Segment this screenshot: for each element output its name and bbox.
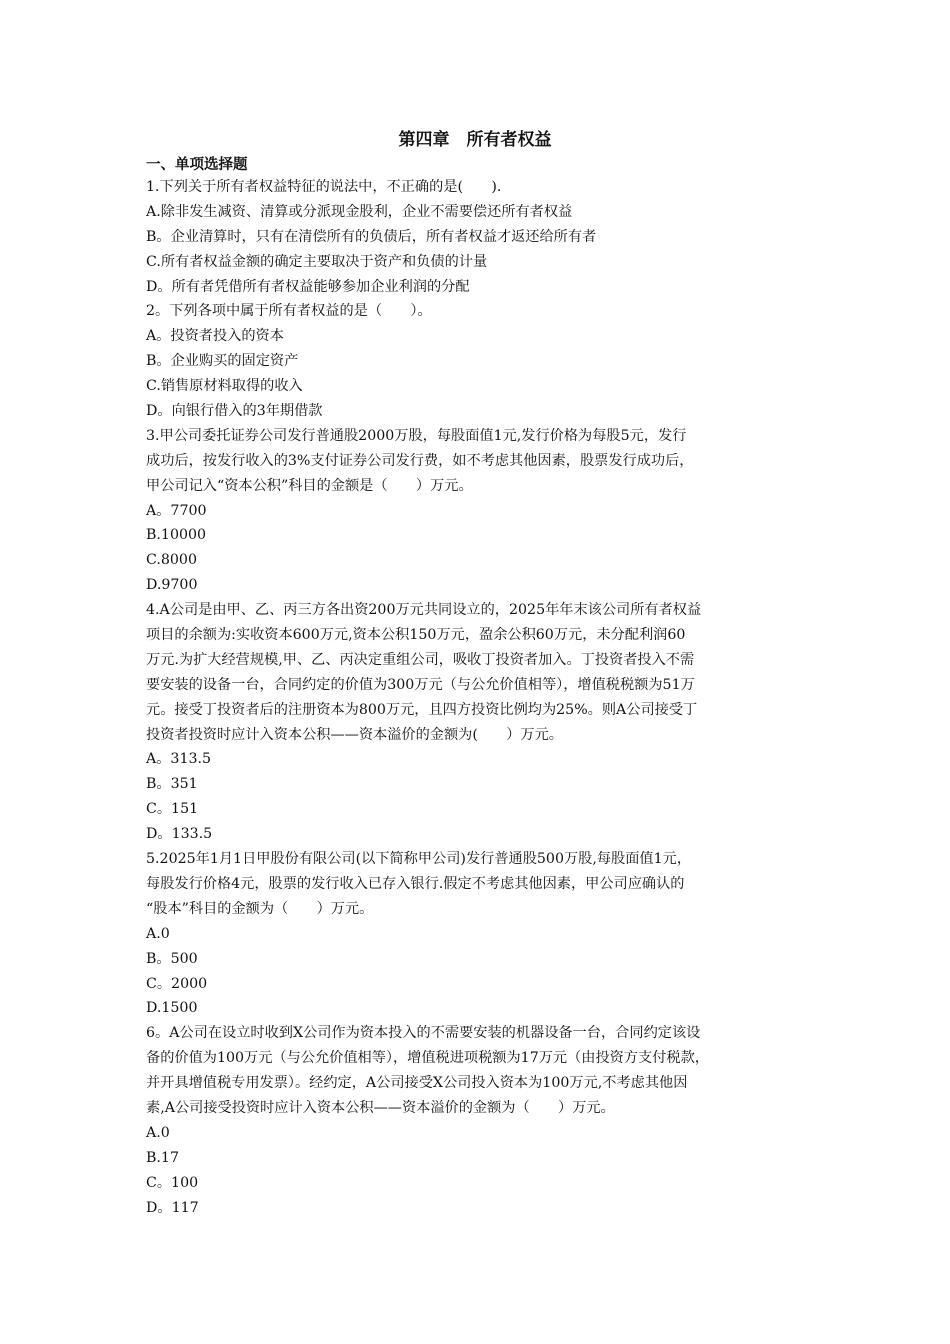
text-line: C.销售原材料取得的收入 <box>146 378 303 395</box>
text-line: D。所有者凭借所有者权益能够参加企业利润的分配 <box>146 278 470 295</box>
text-line: B。500 <box>146 950 198 967</box>
question-list <box>146 175 806 1220</box>
text-line: D.9700 <box>146 577 198 594</box>
text-line: 元。接受丁投资者后的注册资本为800万元，且四方投资比例均为25%。则A公司接受丁 <box>146 701 698 718</box>
text-line: B。企业清算时，只有在清偿所有的负债后，所有者权益才返还给所有者 <box>146 228 597 245</box>
text-line: 要安装的设备一台，合同约定的价值为300万元（与公允价值相等），增值税税额为51万 <box>146 676 695 693</box>
text-line: A。投资者投入的资本 <box>146 328 284 345</box>
text-line: A.0 <box>146 1124 170 1141</box>
text-line: C.所有者权益金额的确定主要取决于资产和负债的计量 <box>146 253 488 270</box>
text-line: D.1500 <box>146 1000 198 1017</box>
text-line: C。151 <box>146 801 199 818</box>
text-line: 素,A公司接受投资时应计入资本公积——资本溢价的金额为（ ）万元。 <box>146 1099 615 1116</box>
text-line: C.8000 <box>146 552 197 569</box>
text-line: 5.2025年1月1日甲股份有限公司(以下简称甲公司)发行普通股500万股,每股面值1元， <box>146 851 692 868</box>
text-line: A。313.5 <box>146 751 212 768</box>
text-line: 4.A公司是由甲、乙、丙三方各出资200万元共同设立的，2025年年末该公司所有者权益 <box>146 602 702 619</box>
text-line: “股本”科目的金额为（ ）万元。 <box>146 900 374 917</box>
text-line: C。100 <box>146 1174 199 1191</box>
text-line: A.0 <box>146 925 170 942</box>
text-line: A.除非发生减资、清算或分派现金股利，企业不需要偿还所有者权益 <box>146 203 573 220</box>
text-line: B。351 <box>146 776 198 793</box>
text-line: 2。下列各项中属于所有者权益的是（ ）。 <box>146 303 432 320</box>
text-line: 6。A公司在设立时收到X公司作为资本投入的不需要安装的机器设备一台，合同约定该设 <box>146 1025 701 1042</box>
text-line: D。133.5 <box>146 826 213 843</box>
text-line: 万元.为扩大经营规模,甲、乙、丙决定重组公司，吸收丁投资者加入。丁投资者投入不需 <box>146 651 695 668</box>
text-line: B.10000 <box>146 527 207 544</box>
text-line: 甲公司记入“资本公积”科目的金额是（ ）万元。 <box>146 477 473 494</box>
text-line: A。7700 <box>146 502 207 519</box>
text-line: D。117 <box>146 1199 199 1216</box>
text-line: 3.甲公司委托证券公司发行普通股2000万股，每股面值1元,发行价格为每股5元，发行 <box>146 427 687 444</box>
text-line: 并开具增值税专用发票）。经约定，A公司接受X公司投入资本为100万元,不考虑其他因 <box>146 1075 688 1092</box>
text-line: 成功后，按发行收入的3%支付证券公司发行费，如不考虑其他因素，股票发行成功后， <box>146 452 694 469</box>
text-line: B.17 <box>146 1149 179 1166</box>
text-line: 项目的余额为:实收资本600万元,资本公积150万元，盈余公积60万元，未分配利润60 <box>146 627 686 644</box>
text-line: 1.下列关于所有者权益特征的说法中，不正确的是( ). <box>146 179 502 195</box>
text-line: D。向银行借入的3年期借款 <box>146 403 323 420</box>
text-line: C。2000 <box>146 975 208 992</box>
text-line: 备的价值为100万元（与公允价值相等），增值税进项税额为17万元（由投资方支付税款， <box>146 1050 709 1067</box>
text-line: 投资者投资时应计入资本公积——资本溢价的金额为( ）万元。 <box>146 726 563 743</box>
text-line: B。企业购买的固定资产 <box>146 353 299 370</box>
section-heading: 一、单项选择题 <box>146 157 248 173</box>
chapter-title: 第四章 所有者权益 <box>398 130 552 150</box>
text-line: 每股发行价格4元，股票的发行收入已存入银行.假定不考虑其他因素，甲公司应确认的 <box>146 875 685 892</box>
